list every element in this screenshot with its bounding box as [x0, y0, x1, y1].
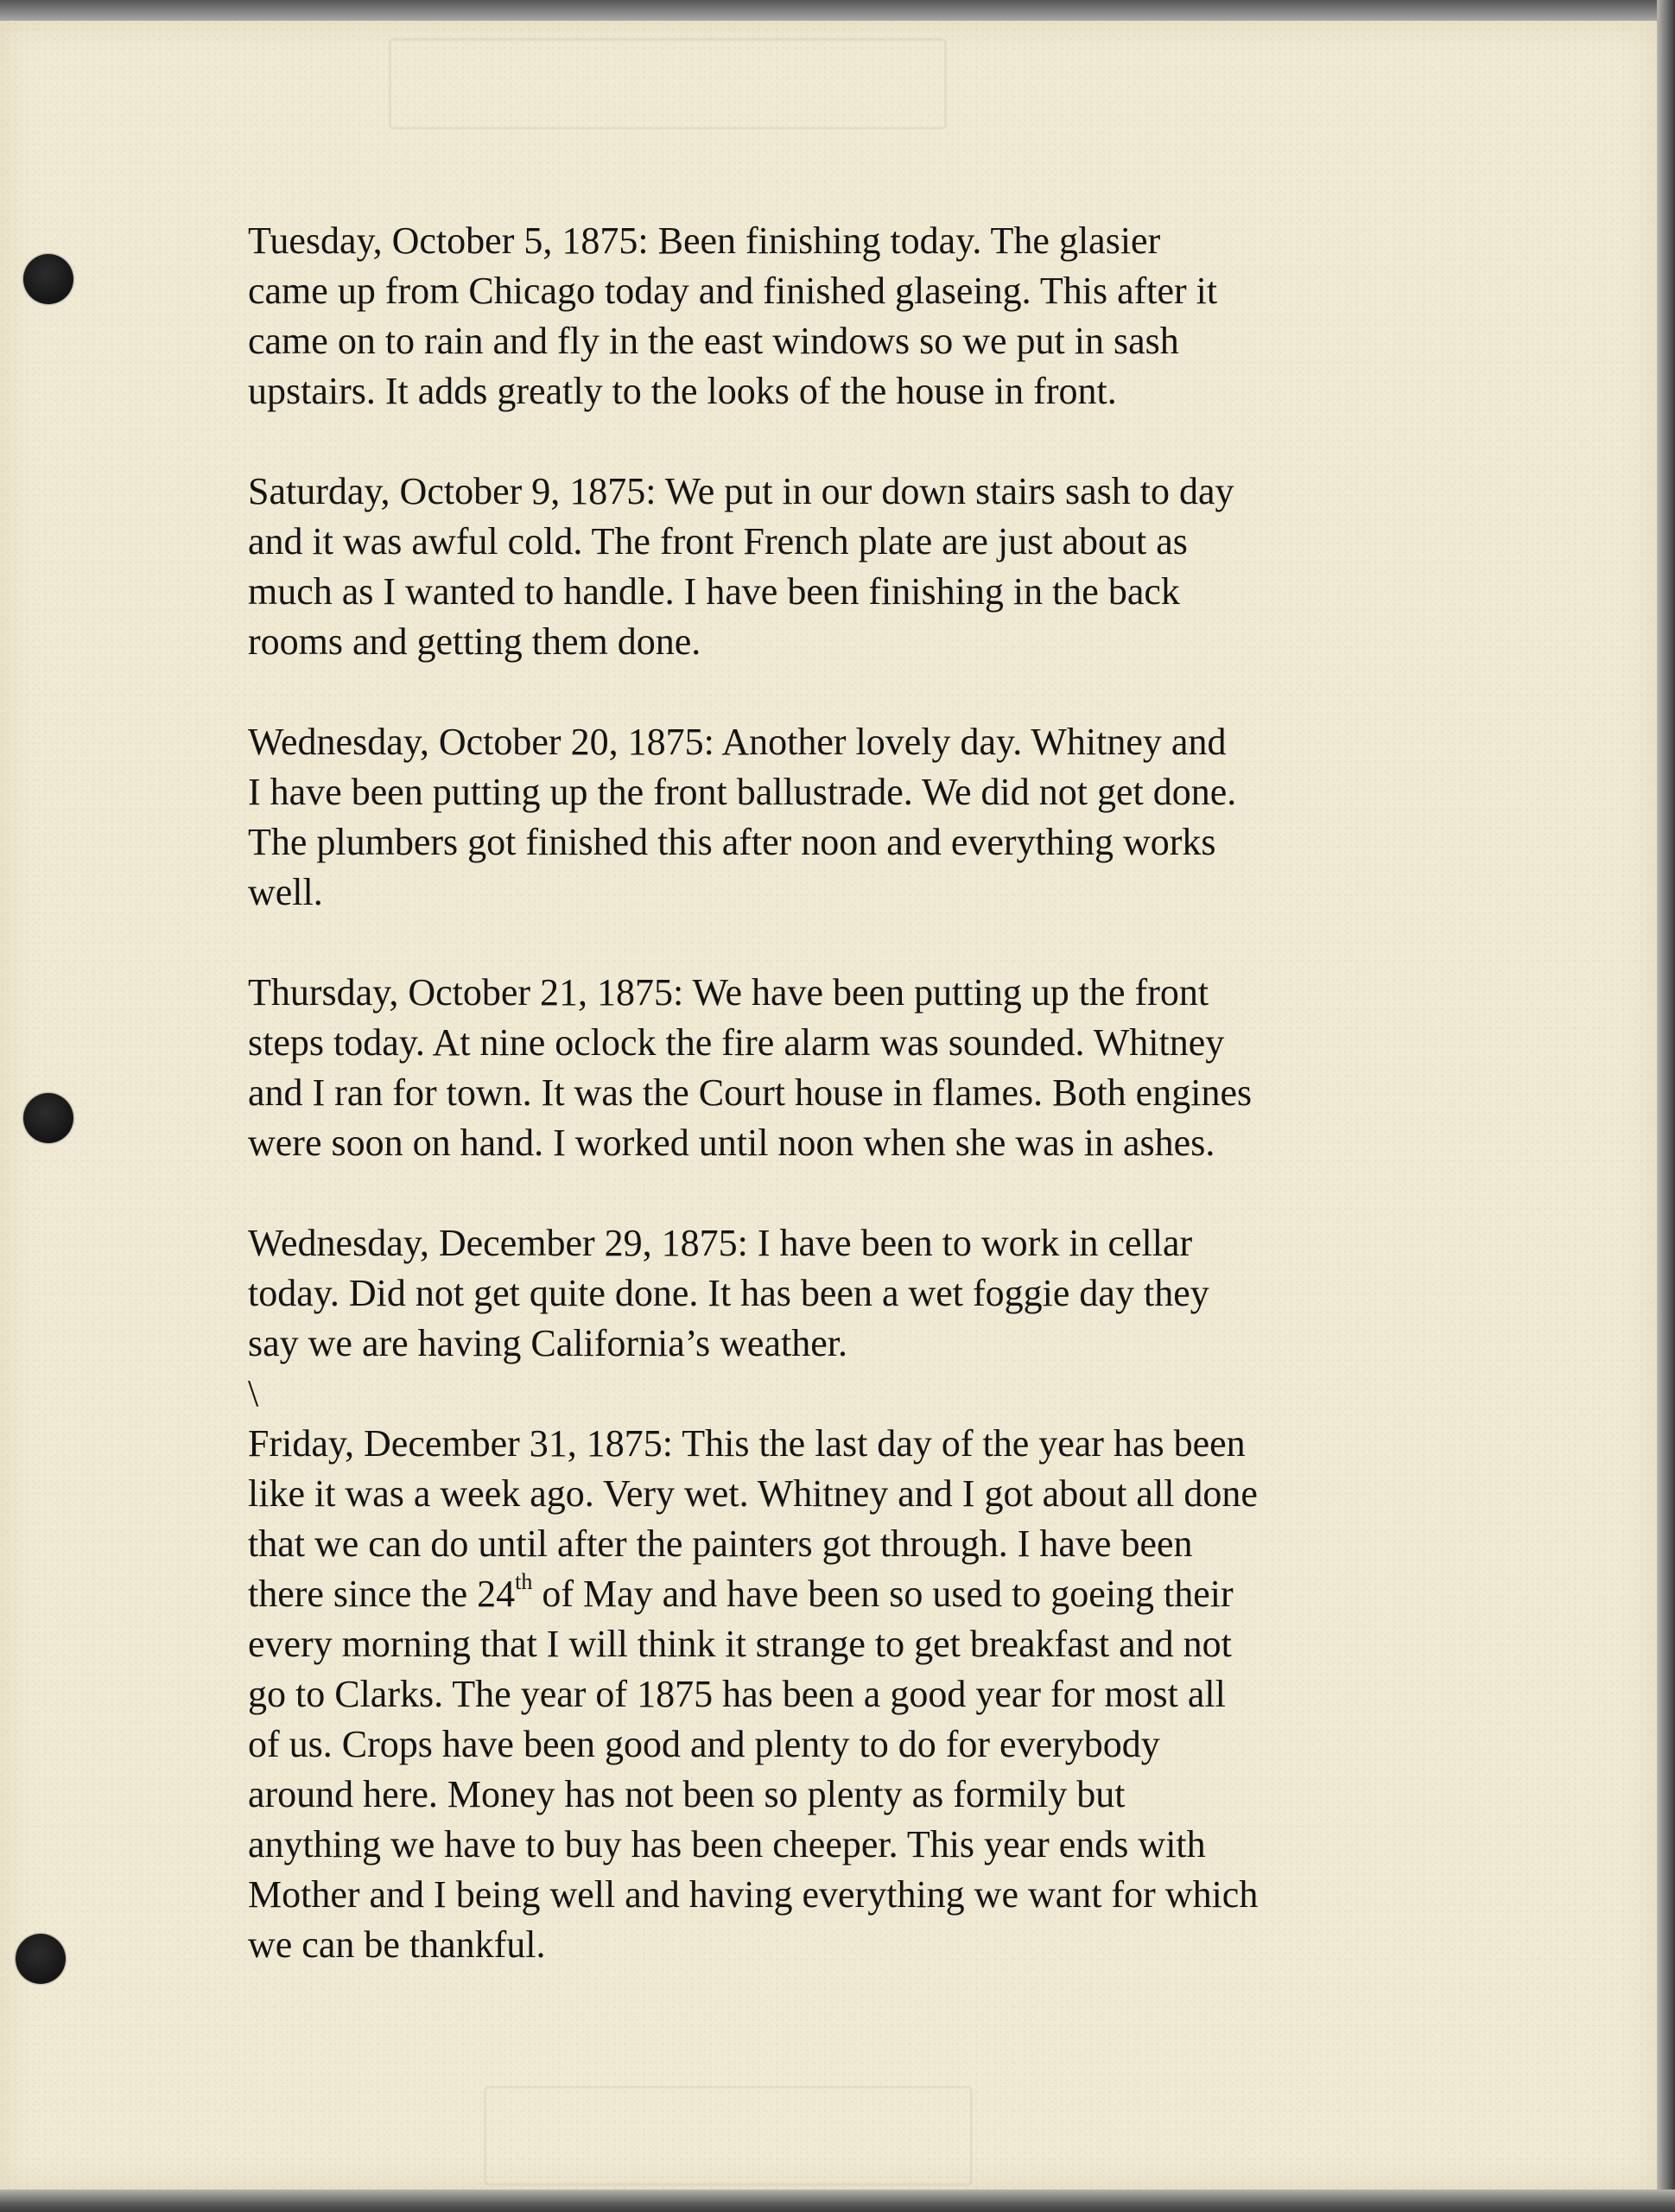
entry-line: today. Did not get quite done. It has been a wet foggie day they [248, 1272, 1209, 1314]
entry-line-with-superscript [248, 1569, 1475, 1619]
ordinal-superscript: th [515, 1569, 533, 1595]
entry-line: that we can do until after the painters got through. I have been [248, 1522, 1193, 1565]
entry-line: around here. Money has not been so plenty as formily but [248, 1773, 1126, 1815]
binder-hole-top [23, 254, 73, 304]
entry-line: Saturday, October 9, 1875: We put in our down stairs sash to day [248, 470, 1234, 512]
entry-line: Mother and I being well and having everything we want for which [248, 1873, 1259, 1916]
entry-line: rooms and getting them done. [248, 620, 701, 663]
diary-entry-dec-29 [248, 1218, 1475, 1419]
entry-line: we can be thankful. [248, 1923, 546, 1966]
entry-line: Thursday, October 21, 1875: We have been putting up the front [248, 971, 1209, 1014]
entry-line: of us. Crops have been good and plenty to do for everybody [248, 1723, 1160, 1765]
entry-line: say we are having California’s weather. [248, 1322, 847, 1364]
scan-right-edge [1657, 0, 1675, 2212]
diary-entry-dec-31 [248, 1419, 1475, 1970]
diary-entry-oct-5 [248, 216, 1475, 416]
entry-line: upstairs. It adds greatly to the looks of the house in front. [248, 370, 1117, 412]
entry-line: Friday, December 31, 1875: This the last day of the year has been [248, 1422, 1246, 1465]
entry-line: The plumbers got finished this after noon and everything works [248, 821, 1216, 863]
faint-stamp-top [389, 38, 947, 130]
entry-line: and it was awful cold. The front French plate are just about as [248, 520, 1188, 563]
entry-line: every morning that I will think it strange to get breakfast and not [248, 1623, 1232, 1665]
binder-hole-bottom [16, 1934, 66, 1984]
binder-hole-middle [23, 1093, 73, 1143]
entry-line: steps today. At nine oclock the fire alarm was sounded. Whitney [248, 1021, 1225, 1064]
entry-line: Tuesday, October 5, 1875: Been finishing today. The glasier [248, 219, 1161, 262]
entry-line: came up from Chicago today and finished glaseing. This after it [248, 270, 1218, 312]
entry-line: Wednesday, December 29, 1875: I have been to work in cellar [248, 1222, 1193, 1264]
text-segment: of May and have been so used to goeing their [532, 1573, 1234, 1615]
scan-bottom-edge [0, 2190, 1675, 2212]
entry-line: like it was a week ago. Very wet. Whitney and I got about all done [248, 1472, 1258, 1515]
entry-line: well. [248, 871, 323, 913]
diary-entry-oct-21 [248, 968, 1475, 1168]
entry-line: were soon on hand. I worked until noon when she was in ashes. [248, 1122, 1215, 1164]
entry-line: go to Clarks. The year of 1875 has been a good year for most all [248, 1673, 1226, 1715]
diary-text [248, 216, 1475, 2020]
entry-line: came on to rain and fly in the east windows so we put in sash [248, 320, 1179, 362]
entry-line: Wednesday, October 20, 1875: Another lovely day. Whitney and [248, 721, 1227, 763]
faint-stamp-bottom [484, 2086, 973, 2186]
entry-line: much as I wanted to handle. I have been finishing in the back [248, 570, 1180, 613]
text-segment: there since the 24 [248, 1573, 516, 1615]
entry-line: anything we have to buy has been cheeper. This year ends with [248, 1823, 1206, 1866]
stray-backslash: \ [248, 1372, 259, 1414]
diary-entry-oct-9 [248, 467, 1475, 667]
diary-entry-oct-20 [248, 717, 1475, 918]
entry-line: and I ran for town. It was the Court house in flames. Both engines [248, 1071, 1253, 1114]
entry-line: I have been putting up the front ballustrade. We did not get done. [248, 771, 1237, 813]
